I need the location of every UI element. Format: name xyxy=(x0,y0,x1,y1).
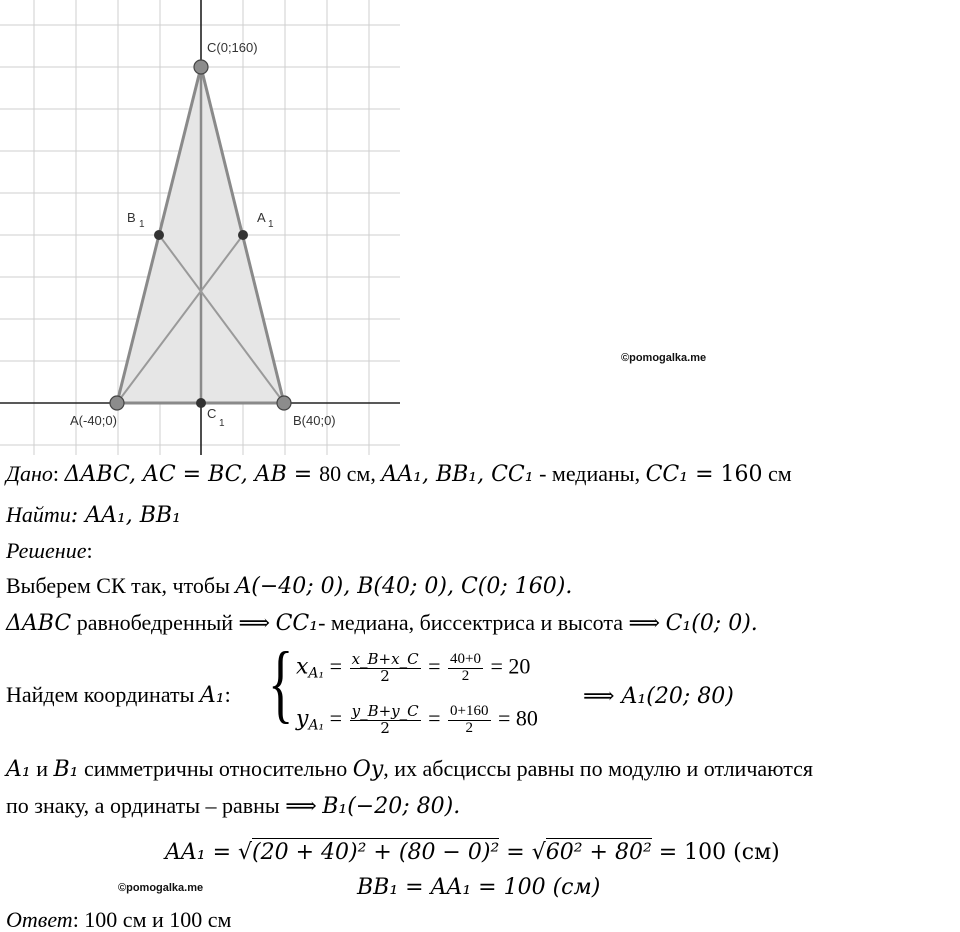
step-2-math-c: C₁(0; 0). xyxy=(665,611,758,636)
find-label: Найти xyxy=(6,502,71,527)
sym-line2-math: B₁(−20; 80). xyxy=(322,794,461,819)
answer-label: Ответ xyxy=(6,907,73,932)
point-b1 xyxy=(154,230,164,240)
watermark-top: ©pomogalka.me xyxy=(621,352,707,364)
given-80: 80 xyxy=(319,461,342,486)
step-1 xyxy=(6,575,572,598)
aa1-lhs: AA₁ = xyxy=(165,840,239,865)
symmetry-line-2 xyxy=(6,795,460,818)
solution-label: Решение xyxy=(6,538,87,563)
sym-line2-text: по знаку, а ординаты – равны ⟹ xyxy=(6,793,323,818)
x-lhs: x xyxy=(296,654,309,680)
given-label: Дано xyxy=(6,461,53,486)
given-medians: AA₁, BB₁, CC₁ xyxy=(381,462,534,487)
x-result: = 20 xyxy=(490,653,531,679)
step-1-math: A(−40; 0), B(40; 0), C(0; 160). xyxy=(235,574,573,599)
sym-math-a: A₁ xyxy=(6,757,31,782)
y-frac-2: $\frac{0+160}{2}$ xyxy=(450,703,489,736)
given-160: 160 xyxy=(720,462,763,487)
answer-line xyxy=(6,909,231,931)
given-math: ΔABC, AC = BC, AB = xyxy=(64,462,320,487)
label-a1-sub: 1 xyxy=(268,219,274,230)
step-2-text-b: - медиана, биссектриса и высота ⟹ xyxy=(318,610,666,635)
aa1-mid: = xyxy=(499,840,532,865)
coords-math: A₁ xyxy=(199,683,225,708)
point-c xyxy=(194,60,208,74)
given-line xyxy=(6,463,792,486)
y-equation: $y_{A_1}$ = $\frac{y\_B+y\_C}{2}$ = $\frac{0+160}{2}$ = 80 xyxy=(296,702,538,737)
point-c1 xyxy=(196,398,206,408)
step-2-text-a: равнобедренный ⟹ xyxy=(71,610,276,635)
aa1-radical-2: 60² + 80² xyxy=(545,840,652,865)
find-body: : AA₁, BB₁ xyxy=(70,503,181,528)
coords-text: Найдем координаты xyxy=(6,682,200,707)
triangle-figure xyxy=(0,0,410,455)
y-lhs: y xyxy=(296,706,309,732)
given-cc1: CC₁ = xyxy=(645,462,721,487)
find-line xyxy=(6,504,181,527)
y-frac-1: $\frac{y\_B+y\_C}{2}$ xyxy=(351,702,419,737)
x-equation: $x_{A_1}$ = $\frac{x\_B+x\_C}{2}$ = $\frac{40+0}{2}$ = 20 xyxy=(296,650,531,685)
sym-math-b: B₁ xyxy=(53,757,79,782)
aa1-equation: AA₁ = √(20 + 40)² + (80 − 0)² = √60² + 80² = 100 (см) xyxy=(165,840,780,865)
label-b: B(40;0) xyxy=(293,413,336,428)
step-2-math-a: ΔABC xyxy=(6,611,72,636)
label-c: C(0;160) xyxy=(207,40,258,55)
point-b xyxy=(277,396,291,410)
solution-line xyxy=(6,540,93,562)
y-sub: A₁ xyxy=(308,717,325,734)
coords-intro xyxy=(6,684,231,707)
sym-text-a: и xyxy=(30,756,54,781)
given-colon: : xyxy=(52,461,65,486)
system-brace: { xyxy=(268,635,294,732)
y-result: = 80 xyxy=(498,705,538,731)
x-frac-2: $\frac{40+0}{2}$ xyxy=(450,651,481,684)
x-frac-1: $\frac{x\_B+x\_C}{2}$ xyxy=(351,650,419,685)
solution-colon: : xyxy=(86,538,93,563)
given-unit: см, xyxy=(341,461,382,486)
point-a1 xyxy=(238,230,248,240)
label-a: A(-40;0) xyxy=(70,413,117,428)
x-sub: A₁ xyxy=(308,665,325,682)
given-cm: см xyxy=(762,461,792,486)
sym-math-c: Oy xyxy=(352,757,384,782)
given-medians-text: - медианы, xyxy=(533,461,646,486)
aa1-result: = 100 (см) xyxy=(651,840,780,865)
watermark-bottom: ©pomogalka.me xyxy=(118,882,204,894)
label-b1-sub: 1 xyxy=(139,219,145,230)
aa1-radical-1: (20 + 40)² + (80 − 0)² xyxy=(252,840,500,865)
label-b1: B xyxy=(127,210,136,225)
bb1-equation: BB₁ = AA₁ = 100 (см) xyxy=(357,875,601,900)
step-2 xyxy=(6,612,758,635)
label-c1: C xyxy=(207,406,217,421)
coords-result: ⟹ A₁(20; 80) xyxy=(583,684,734,709)
sym-text-b: симметричны относительно xyxy=(78,756,353,781)
label-c1-sub: 1 xyxy=(219,418,225,429)
symmetry-line-1 xyxy=(6,758,813,781)
step-2-math-b: CC₁ xyxy=(275,611,319,636)
label-a1: A xyxy=(257,210,266,225)
coords-colon: : xyxy=(224,682,231,707)
point-a xyxy=(110,396,124,410)
answer-body: : 100 см и 100 см xyxy=(72,907,232,932)
sym-text-c: , их абсциссы равны по модулю и отличаются xyxy=(383,756,814,781)
step-1-text: Выберем СК так, чтобы xyxy=(6,573,236,598)
